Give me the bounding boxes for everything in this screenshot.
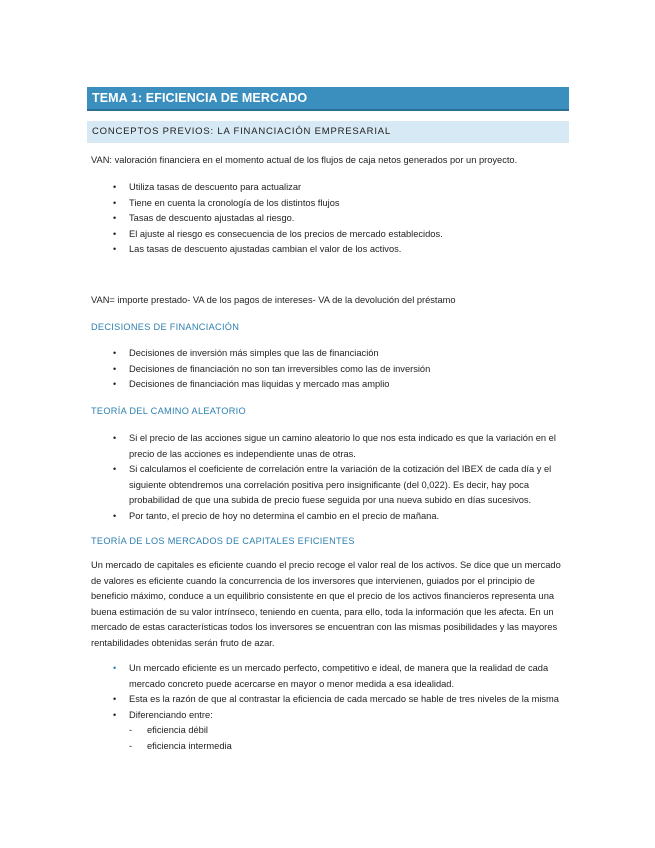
decisiones-bullet-list [91,346,561,393]
dash-icon: - [129,740,133,751]
bullet-icon: • [113,694,117,704]
list-item: • Si el precio de las acciones sigue un camino aleatorio lo que nos esta indicado es que la variación en el precio de las acciones es independiente unas de otras. [113,433,556,459]
camino-bullet-list [91,431,561,524]
bullet-icon: • [113,363,117,374]
van-definition: VAN: valoración financiera en el momento actual de los flujos de caja netos generados por un proyecto. [91,155,518,165]
bullet-icon: • [113,663,117,673]
list-item: • Diferenciando entre: - eficiencia débil - eficiencia intermedia [91,708,561,755]
list-item: • El ajuste al riesgo es consecuencia de los precios de mercado establecidos. [91,227,561,243]
heading-conceptos-previos: CONCEPTOS PREVIOS: LA FINANCIACIÓN EMPRESARIAL [87,121,569,143]
bullet-icon: • [113,709,117,720]
section-title-decisiones: DECISIONES DE FINANCIACIÓN [91,322,240,332]
mercados-bullet-list [91,661,561,754]
bullet-icon: • [113,433,117,443]
list-item: • Un mercado eficiente es un mercado perfecto, competitivo e ideal, de manera que la realidad de cada mercado concreto puede acercarse en mayor o menor medida a esa idealidad. [113,663,549,689]
bullet-icon: • [113,182,117,192]
list-item: • Tiene en cuenta la cronología de los distintos flujos [91,196,561,212]
bullet-icon: • [113,228,117,239]
heading-tema-1: TEMA 1: EFICIENCIA DE MERCADO [87,87,569,111]
van-formula: VAN= importe prestado- VA de los pagos de intereses- VA de la devolución del préstamo [91,295,456,305]
bullet-icon: • [113,244,117,254]
bullet-icon: • [113,197,117,208]
list-item: • Decisiones de financiación no son tan irreversibles como las de inversión [91,362,561,378]
list-item: • Si calculamos el coeficiente de correlación entre la variación de la cotización del IBEX de cada día y el siguiente obtendremos una correlación positiva pero insignificante (del 0,022). Es decir, hay poca probabilidad de que una subida de precio fuese seguida por una nueva subido en días sucesivos. [113,464,552,505]
sub-list-item: - eficiencia débil [129,723,561,739]
section-title-mercados-eficientes: TEORÍA DE LOS MERCADOS DE CAPITALES EFICIENTES [91,536,355,546]
mercados-paragraph: Un mercado de capitales es eficiente cuando el precio recoge el valor real de los activos. Se dice que un mercado de valores es eficiente cuando la concurrencia de los inversores que intervienen, guiados por el principio de beneficio máximo, conduce a un equilibrio consistente en que el precio de los activos financieros representa una buena estimación de su valor intrínseco, teniendo en cuenta, para ello, toda la información que les afecta. En un mercado de estas características todos los inversores se encuentran con las mismas posibilidades y las mayores rentabilidades obtenidas serán fruto de azar. [91,560,561,648]
dash-icon: - [129,725,133,735]
bullet-icon: • [113,348,117,358]
bullet-icon: • [113,379,117,389]
section-title-camino-aleatorio: TEORÍA DEL CAMINO ALEATORIO [91,406,246,416]
van-bullet-list [91,180,561,258]
list-item: • Utiliza tasas de descuento para actualizar [91,180,561,196]
list-item: • Decisiones de inversión más simples que las de financiación [91,346,561,362]
list-item: • Tasas de descuento ajustadas al riesgo. [91,211,561,227]
list-item: • Esta es la razón de que al contrastar la eficiencia de cada mercado se hable de tres niveles de la misma [91,692,561,708]
list-item: • Por tanto, el precio de hoy no determina el cambio en el precio de mañana. [91,509,561,525]
bullet-icon: • [113,213,117,223]
bullet-icon: • [113,510,117,521]
bullet-icon: • [113,464,117,474]
list-item: • Decisiones de financiación mas liquidas y mercado mas amplio [91,377,561,393]
sub-list-item: - eficiencia intermedia [129,739,561,755]
list-item: • Las tasas de descuento ajustadas cambian el valor de los activos. [91,242,561,258]
sub-list [129,723,561,754]
